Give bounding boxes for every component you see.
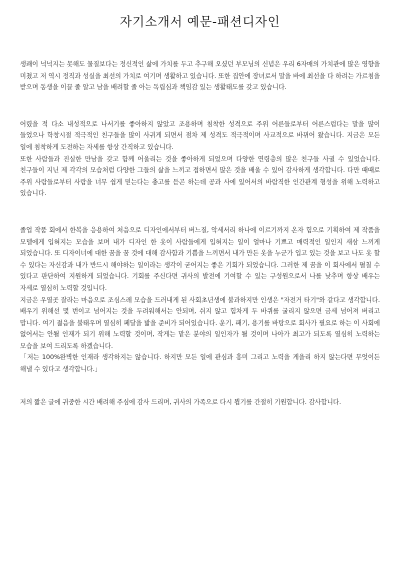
spacer xyxy=(20,44,380,59)
spacer xyxy=(20,200,380,225)
paragraph-motivation: 졸업 작품 회에서 한복을 응용하여 처음으로 디자인에서부터 버느질, 악세서리 하나에 이르기까지 온자 힘으로 기획하여 제 작품을 모델에게 입혀지는 모습을 보며 내가 디자인 한 옷이 사람들에게 입혀지는 일이 얼마나 기쁘고 매력적인 일인지 새삼 느끼게 되었습니다. 또 디자이너에 대한 꿈을 꿈 것에 대해 감사함과 기쁨을 느끼면서 내가 만든 옷을 누군가 입고 있는 것을 보고 나도 옷 할 수 있다는 자신감과 내가 반드시 해야하는 일이라는 생각이 굳어지는 좋은 기회가 되었습니다. 그러한 제 꿈을 이 회사에서 펼칠 수 있다고 판단하여 지원하게 되었습니다. 기회를 주신다면 귀사의 발전에 기여할 수 있는 구성원으로서 나를 낮추며 항상 배우는 자세로 열심히 노력할 것입니다. 지금은 우열곳 잘라는 마음으로 조심스레 모습을 드러내게 된 사회초년생에 불과하지만 인생은 "자전거 타기"와 같다고 생각합니다. 배우기 위해선 몇 번이고 넘어지는 것을 두려워해서는 안되며, 쉬지 않고 힘차게 두 바퀴를 굴리지 않으면 금세 넘어져 버리고 맙니다. 여기 젊음을 불태우며 열심히 페달을 밟을 준비가 되어있습니다. 운기, 패기, 용기를 바탕으로 회사가 필요로 하는 이 사회에 없어서는 안될 인재가 되기 위해 노력할 것이며, 작게는 맡은 분야의 일인자가 될 것이며 나아가 최고가 되도록 열심히 노력하는 모습을 보여 드리도록 하겠습니다. 「저는 100%완벽한 인재라 생각하지는 않습니다. 하지만 모든 일에 관심과 흥미 그리고 노력을 게을리 하지 않는다면 무엇이든 해낼 수 있다고 생각합니다.」 xyxy=(20,226,380,374)
paragraph-personality: 어렸을 적 다소 내성적으로 나서기를 좋아하지 않았고 조용하며 침착한 성격으로 주위 어른들로부터 어른스럽다는 말을 많이 들었으나 학창시절 적극적인 친구들을 많이 사귀게 되면서 점차 제 성격도 적극적이며 사교적으로 바뀌어 왔습니다. 지금은 모든 일에 침착하게 도전하는 자세를 항상 간직하고 있습니다. 또한 사람들과 진실한 만남을 갖고 함께 어울리는 것을 좋아하게 되었으며 다양한 연령층의 많은 친구들 사귈 수 있었습니다. 친구들이 지닌 제 각각의 모습처럼 다양한 그들의 삶을 느끼고 접하면서 많은 것을 배울 수 있어 감사하게 생각합니다. 다만 때때로 주위 사람들로부터 사람을 너무 쉽게 믿는다는 충고를 듣곤 하는데 공과 사에 있어서의 바람직한 인간관계 형성을 위해 노력하고 있습니다. xyxy=(20,120,380,198)
spacer xyxy=(20,376,380,397)
document-title: 자기소개서 예문-패션디자인 xyxy=(119,14,281,29)
spacer xyxy=(20,94,380,119)
paragraph-family-background: 생쾌이 넉넉지는 못해도 물질보다는 정신적인 삶에 가치를 두고 추구해 오셨던 부모님의 신념은 우리 6자매의 가치관에 많은 영향을 미쳤고 저 역시 정직과 성실을 최선의 가치로 여기며 생활하고 있습니다. 또한 집안에 장녀로서 말을 바에 최선을 다 하려는 가르침을 받으며 동생을 이끌 줄 알고 남을 배려할 줄 아는 독립심과 책임감 있는 생활태도를 갖고 있습니다. xyxy=(20,61,380,92)
paragraph-closing: 저의 짧은 글에 귀중한 시간 배려해 주심에 감사 드리며, 귀사의 가족으로 다시 뵙기를 간절히 기원합니다. 감사합니다. xyxy=(20,398,342,406)
